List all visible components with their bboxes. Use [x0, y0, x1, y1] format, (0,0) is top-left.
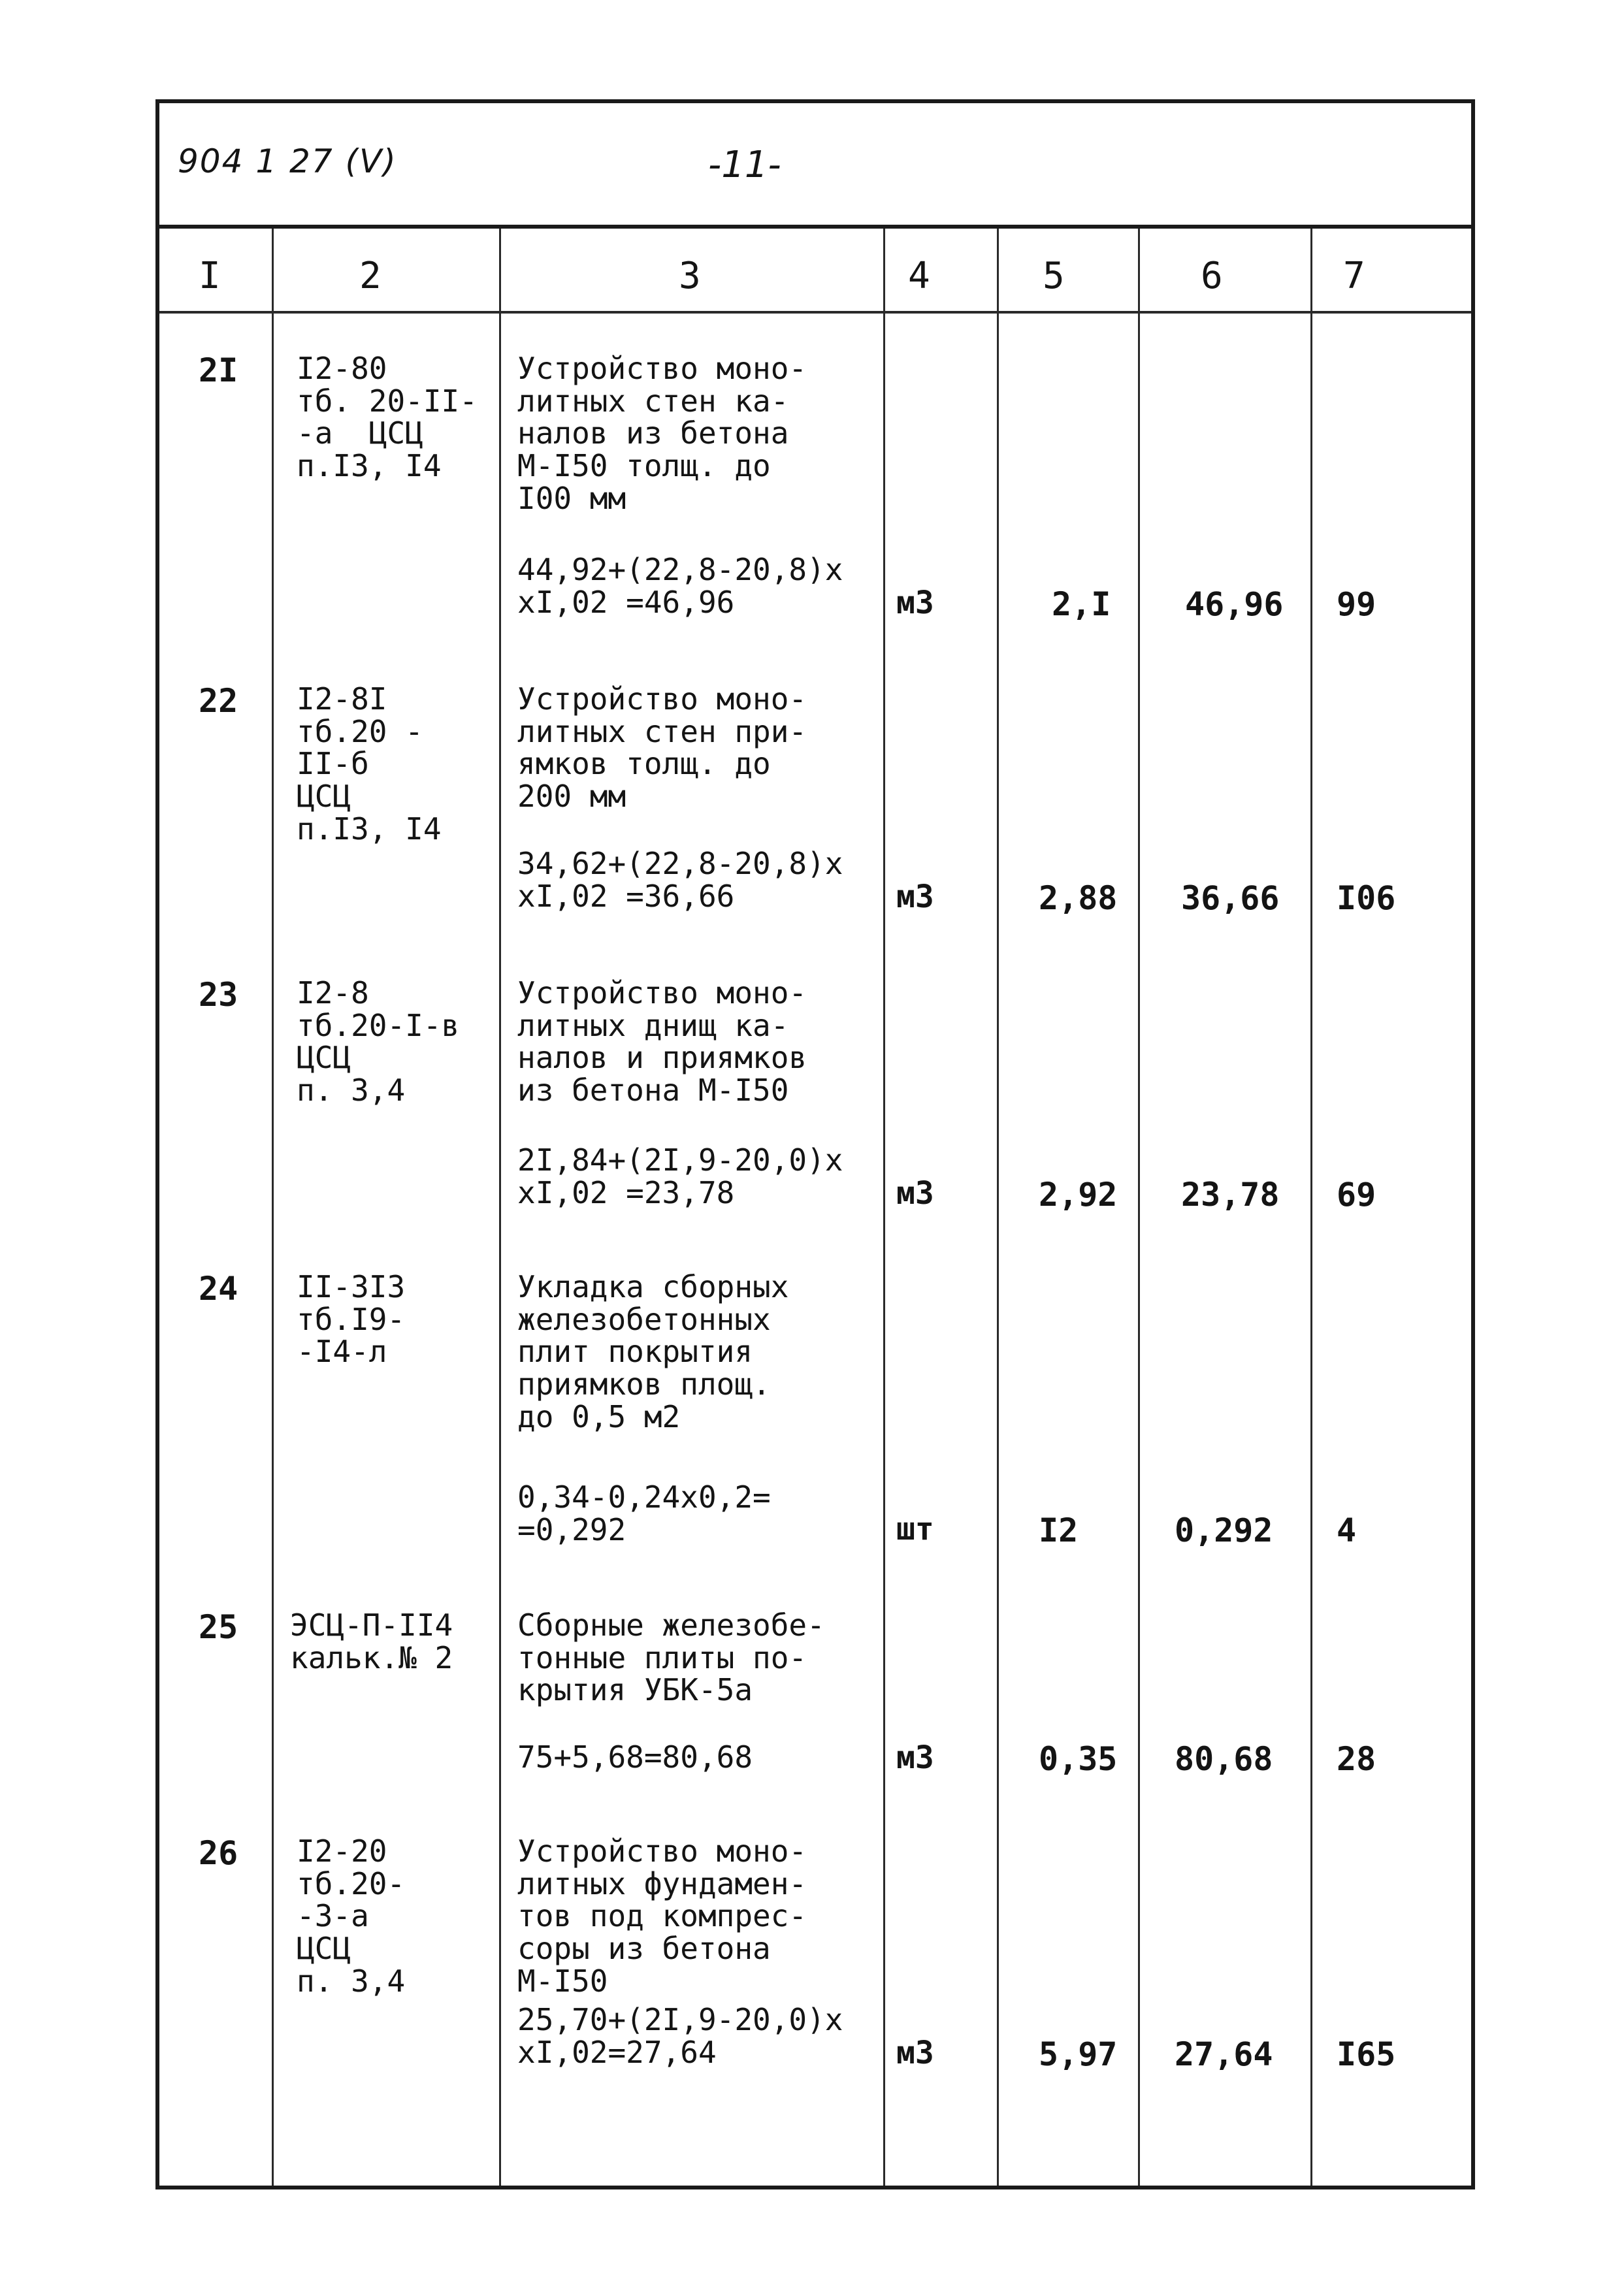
column-header-3: 3: [679, 255, 701, 297]
norm-code: II-3I3 тб.I9- -I4-л: [297, 1269, 406, 1370]
unit-price: I2: [1039, 1511, 1079, 1549]
unit: шт: [896, 1511, 934, 1547]
estimate-table-frame: [155, 99, 1475, 2189]
column-divider: [272, 229, 274, 2186]
row-number: 23: [199, 976, 238, 1014]
header-divider: [159, 225, 1471, 229]
column-header-7: 7: [1343, 255, 1365, 297]
norm-code: I2-20 тб.20- -3-а ЦСЦ п. 3,4: [297, 1834, 406, 1999]
unit: м3: [896, 585, 934, 621]
column-header-2: 2: [359, 255, 382, 297]
unit: м3: [896, 879, 934, 915]
quantity-calculation: 34,62+(22,8-20,8)x xI,02 =36,66: [517, 846, 843, 914]
row-number: 25: [199, 1608, 238, 1646]
column-header-4: 4: [908, 255, 930, 297]
row-number: 26: [199, 1834, 238, 1872]
quantity: 36,66: [1181, 879, 1280, 917]
row-number: 22: [199, 682, 238, 720]
quantity: 27,64: [1175, 2035, 1273, 2073]
row-number: 2I: [199, 351, 238, 389]
column-divider: [997, 229, 999, 2186]
quantity: 80,68: [1175, 1740, 1273, 1778]
work-description: Устройство моно- литных фундамен- тов под компрес- соры из бетона М-I50: [517, 1834, 807, 1999]
total-cost: 69: [1337, 1176, 1376, 1214]
total-cost: 99: [1337, 585, 1376, 623]
column-header-divider: [159, 311, 1471, 314]
total-cost: I65: [1337, 2035, 1396, 2073]
work-description: Устройство моно- литных стен при- ямков толщ. до 200 мм: [517, 681, 807, 815]
unit-price: 2,I: [1052, 585, 1111, 623]
total-cost: 4: [1337, 1511, 1357, 1549]
quantity-calculation: 25,70+(2I,9-20,0)x xI,02=27,64: [517, 2002, 843, 2070]
norm-code: I2-8 тб.20-I-в ЦСЦ п. 3,4: [297, 975, 460, 1108]
norm-code: I2-80 тб. 20-II- -а ЦСЦ п.I3, I4: [297, 351, 478, 484]
quantity-calculation: 44,92+(22,8-20,8)x xI,02 =46,96: [517, 552, 843, 620]
work-description: Устройство моно- литных днищ ка- налов и приямков из бетона М-I50: [517, 975, 807, 1108]
column-divider: [883, 229, 885, 2186]
total-cost: 28: [1337, 1740, 1376, 1778]
quantity: 0,292: [1175, 1511, 1273, 1549]
unit-price: 0,35: [1039, 1740, 1118, 1778]
quantity: 23,78: [1181, 1176, 1280, 1214]
unit: м3: [896, 1739, 934, 1776]
column-divider: [1138, 229, 1140, 2186]
quantity: 46,96: [1185, 585, 1284, 623]
unit: м3: [896, 2035, 934, 2071]
page-number: -11-: [708, 144, 781, 186]
row-number: 24: [199, 1270, 238, 1308]
work-description: Устройство моно- литных стен ка- налов из бетона М-I50 толщ. до I00 мм: [517, 351, 807, 516]
quantity-calculation: 75+5,68=80,68: [517, 1739, 753, 1775]
unit-price: 2,88: [1039, 879, 1118, 917]
work-description: Сборные железобе- тонные плиты по- крытия УБК-5а: [517, 1607, 825, 1708]
unit-price: 2,92: [1039, 1176, 1118, 1214]
quantity-calculation: 0,34-0,24x0,2= =0,292: [517, 1479, 771, 1547]
column-header-6: 6: [1201, 255, 1223, 297]
column-header-5: 5: [1043, 255, 1065, 297]
column-divider: [1310, 229, 1312, 2186]
column-header-1: I: [199, 255, 221, 297]
work-description: Укладка сборных железобетонных плит покрытия приямков площ. до 0,5 м2: [517, 1269, 789, 1434]
quantity-calculation: 2I,84+(2I,9-20,0)x xI,02 =23,78: [517, 1142, 843, 1210]
total-cost: I06: [1337, 879, 1396, 917]
unit: м3: [896, 1175, 934, 1212]
column-divider: [499, 229, 501, 2186]
norm-code: ЭСЦ-П-II4 кальк.№ 2: [290, 1607, 453, 1675]
unit-price: 5,97: [1039, 2035, 1118, 2073]
document-code: 904 1 27 (V): [178, 142, 397, 180]
norm-code: I2-8I тб.20 - II-б ЦСЦ п.I3, I4: [297, 681, 442, 847]
